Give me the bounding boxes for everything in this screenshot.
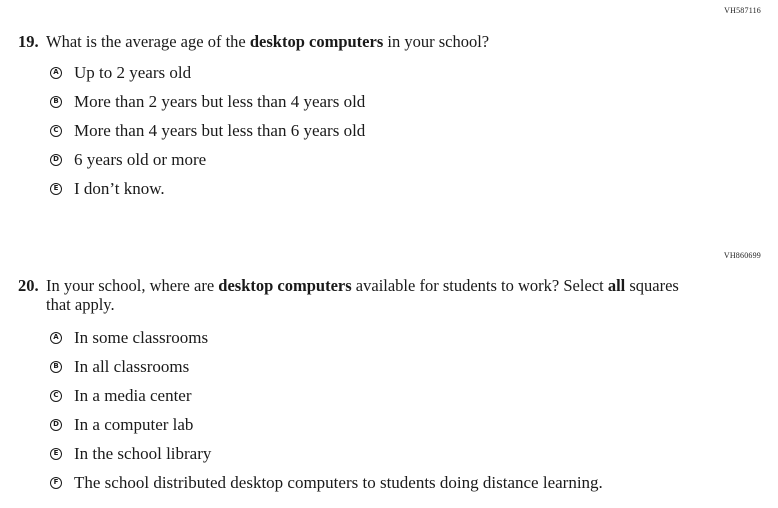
question-number: 19. [18,32,39,51]
option-q19-e[interactable] [50,174,365,203]
question-20 [18,276,698,314]
options-q19 [50,58,365,203]
question-number: 20. [18,276,39,295]
option-q20-c[interactable] [50,381,603,410]
answer-bubble[interactable]: A [50,332,62,344]
option-label: In a computer lab [74,414,194,434]
emphasis: all [607,276,626,295]
option-q19-b[interactable] [50,87,365,116]
option-label: The school distributed desktop computers to students doing distance learning. [74,472,603,492]
option-label: In a media center [74,385,192,405]
item-id-q20: VH860699 [723,251,761,260]
answer-bubble[interactable]: A [50,67,62,79]
answer-bubble[interactable]: E [50,448,62,460]
option-label: In all classrooms [74,356,190,376]
option-q20-b[interactable] [50,352,603,381]
option-label: More than 2 years but less than 4 years old [74,91,366,111]
answer-bubble[interactable]: F [50,477,62,489]
option-q20-f[interactable] [50,468,603,497]
answer-bubble[interactable]: D [50,154,62,166]
answer-bubble[interactable]: C [50,390,62,402]
option-label: In some classrooms [74,327,209,347]
option-q19-c[interactable] [50,116,365,145]
option-label: I don’t know. [74,178,165,198]
question-text: What is the average age of the desktop computers in your school? [46,32,490,51]
option-q19-d[interactable] [50,145,365,174]
question-19 [18,32,698,51]
options-q20 [50,323,603,497]
answer-bubble[interactable]: E [50,183,62,195]
answer-bubble[interactable]: B [50,96,62,108]
answer-bubble[interactable]: D [50,419,62,431]
option-q20-e[interactable] [50,439,603,468]
option-label: In the school library [74,443,212,463]
emphasis: desktop computers [249,32,384,51]
option-label: Up to 2 years old [74,62,192,82]
item-id-q19: VH587116 [724,6,761,15]
answer-bubble[interactable]: C [50,125,62,137]
emphasis: desktop computers [218,276,352,295]
option-q19-a[interactable] [50,58,365,87]
option-label: More than 4 years but less than 6 years old [74,120,366,140]
option-q20-a[interactable] [50,323,603,352]
option-q20-d[interactable] [50,410,603,439]
answer-bubble[interactable]: B [50,361,62,373]
option-label: 6 years old or more [74,149,207,169]
question-text: In your school, where are desktop computers available for students to work? Select all squares that apply. [46,276,679,314]
